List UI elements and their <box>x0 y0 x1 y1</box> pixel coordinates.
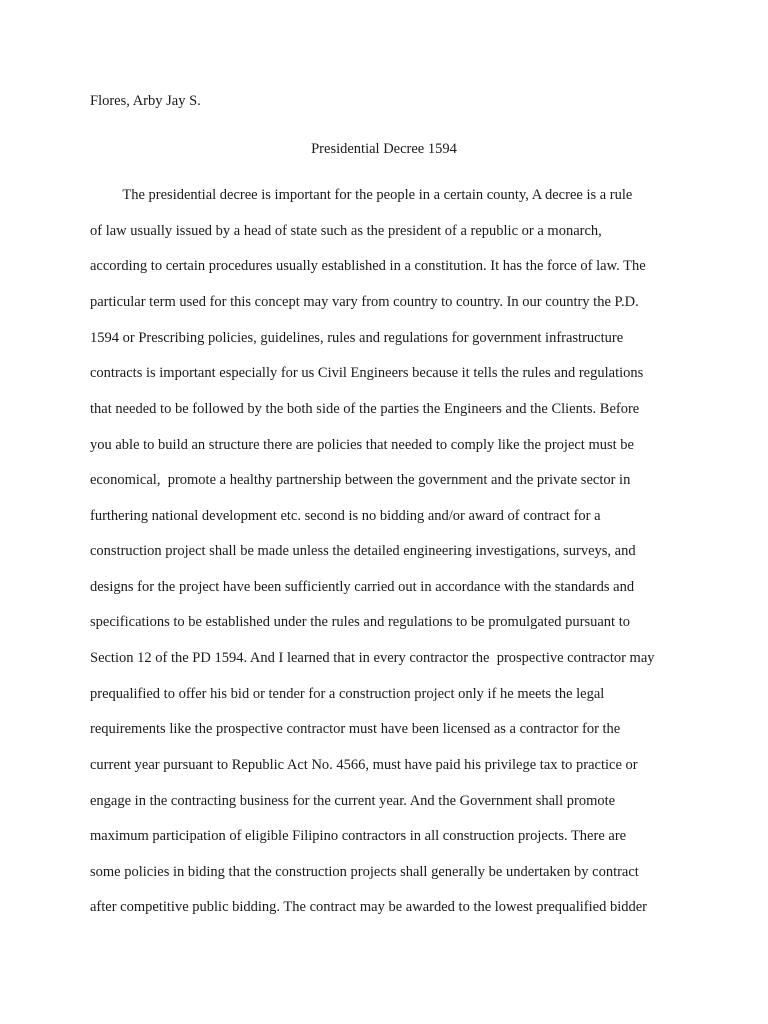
body-line: requirements like the prospective contractor must have been licensed as a contractor for the <box>90 721 621 737</box>
body-line: that needed to be followed by the both side of the parties the Engineers and the Clients. Before <box>90 401 640 417</box>
body-line: Section 12 of the PD 1594. And I learned that in every contractor the prospective contractor may <box>90 650 655 666</box>
body-line: engage in the contracting business for the current year. And the Government shall promote <box>90 793 616 809</box>
body-line: maximum participation of eligible Filipino contractors in all construction projects. There are <box>90 828 627 844</box>
body-line: specifications to be established under the rules and regulations to be promulgated pursuant to <box>90 614 630 630</box>
body-line: after competitive public bidding. The contract may be awarded to the lowest prequalified bidder <box>90 899 647 915</box>
body-line: economical, promote a healthy partnership between the government and the private sector in <box>90 472 631 488</box>
body-line: current year pursuant to Republic Act No. 4566, must have paid his privilege tax to practice or <box>90 757 638 773</box>
body-line: furthering national development etc. second is no bidding and/or award of contract for a <box>90 508 601 524</box>
body-line: according to certain procedures usually established in a constitution. It has the force of law. The <box>90 258 646 274</box>
body-line: some policies in biding that the construction projects shall generally be undertaken by contract <box>90 864 639 880</box>
body-line: The presidential decree is important for the people in a certain county, A decree is a rule <box>90 187 633 203</box>
body-line: designs for the project have been sufficiently carried out in accordance with the standards and <box>90 579 635 595</box>
body-line: of law usually issued by a head of state such as the president of a republic or a monarch, <box>90 223 602 239</box>
document-title: Presidential Decree 1594 <box>311 141 457 157</box>
body-line: prequalified to offer his bid or tender for a construction project only if he meets the legal <box>90 686 605 702</box>
author-name: Flores, Arby Jay S. <box>90 93 201 109</box>
body-line: 1594 or Prescribing policies, guidelines, rules and regulations for government infrastructure <box>90 330 624 346</box>
body-line: contracts is important especially for us Civil Engineers because it tells the rules and regulations <box>90 365 644 381</box>
body-line: construction project shall be made unless the detailed engineering investigations, surveys, and <box>90 543 636 559</box>
body-line: particular term used for this concept may vary from country to country. In our country the P.D. <box>90 294 639 310</box>
body-line: you able to build an structure there are policies that needed to comply like the project must be <box>90 437 634 453</box>
